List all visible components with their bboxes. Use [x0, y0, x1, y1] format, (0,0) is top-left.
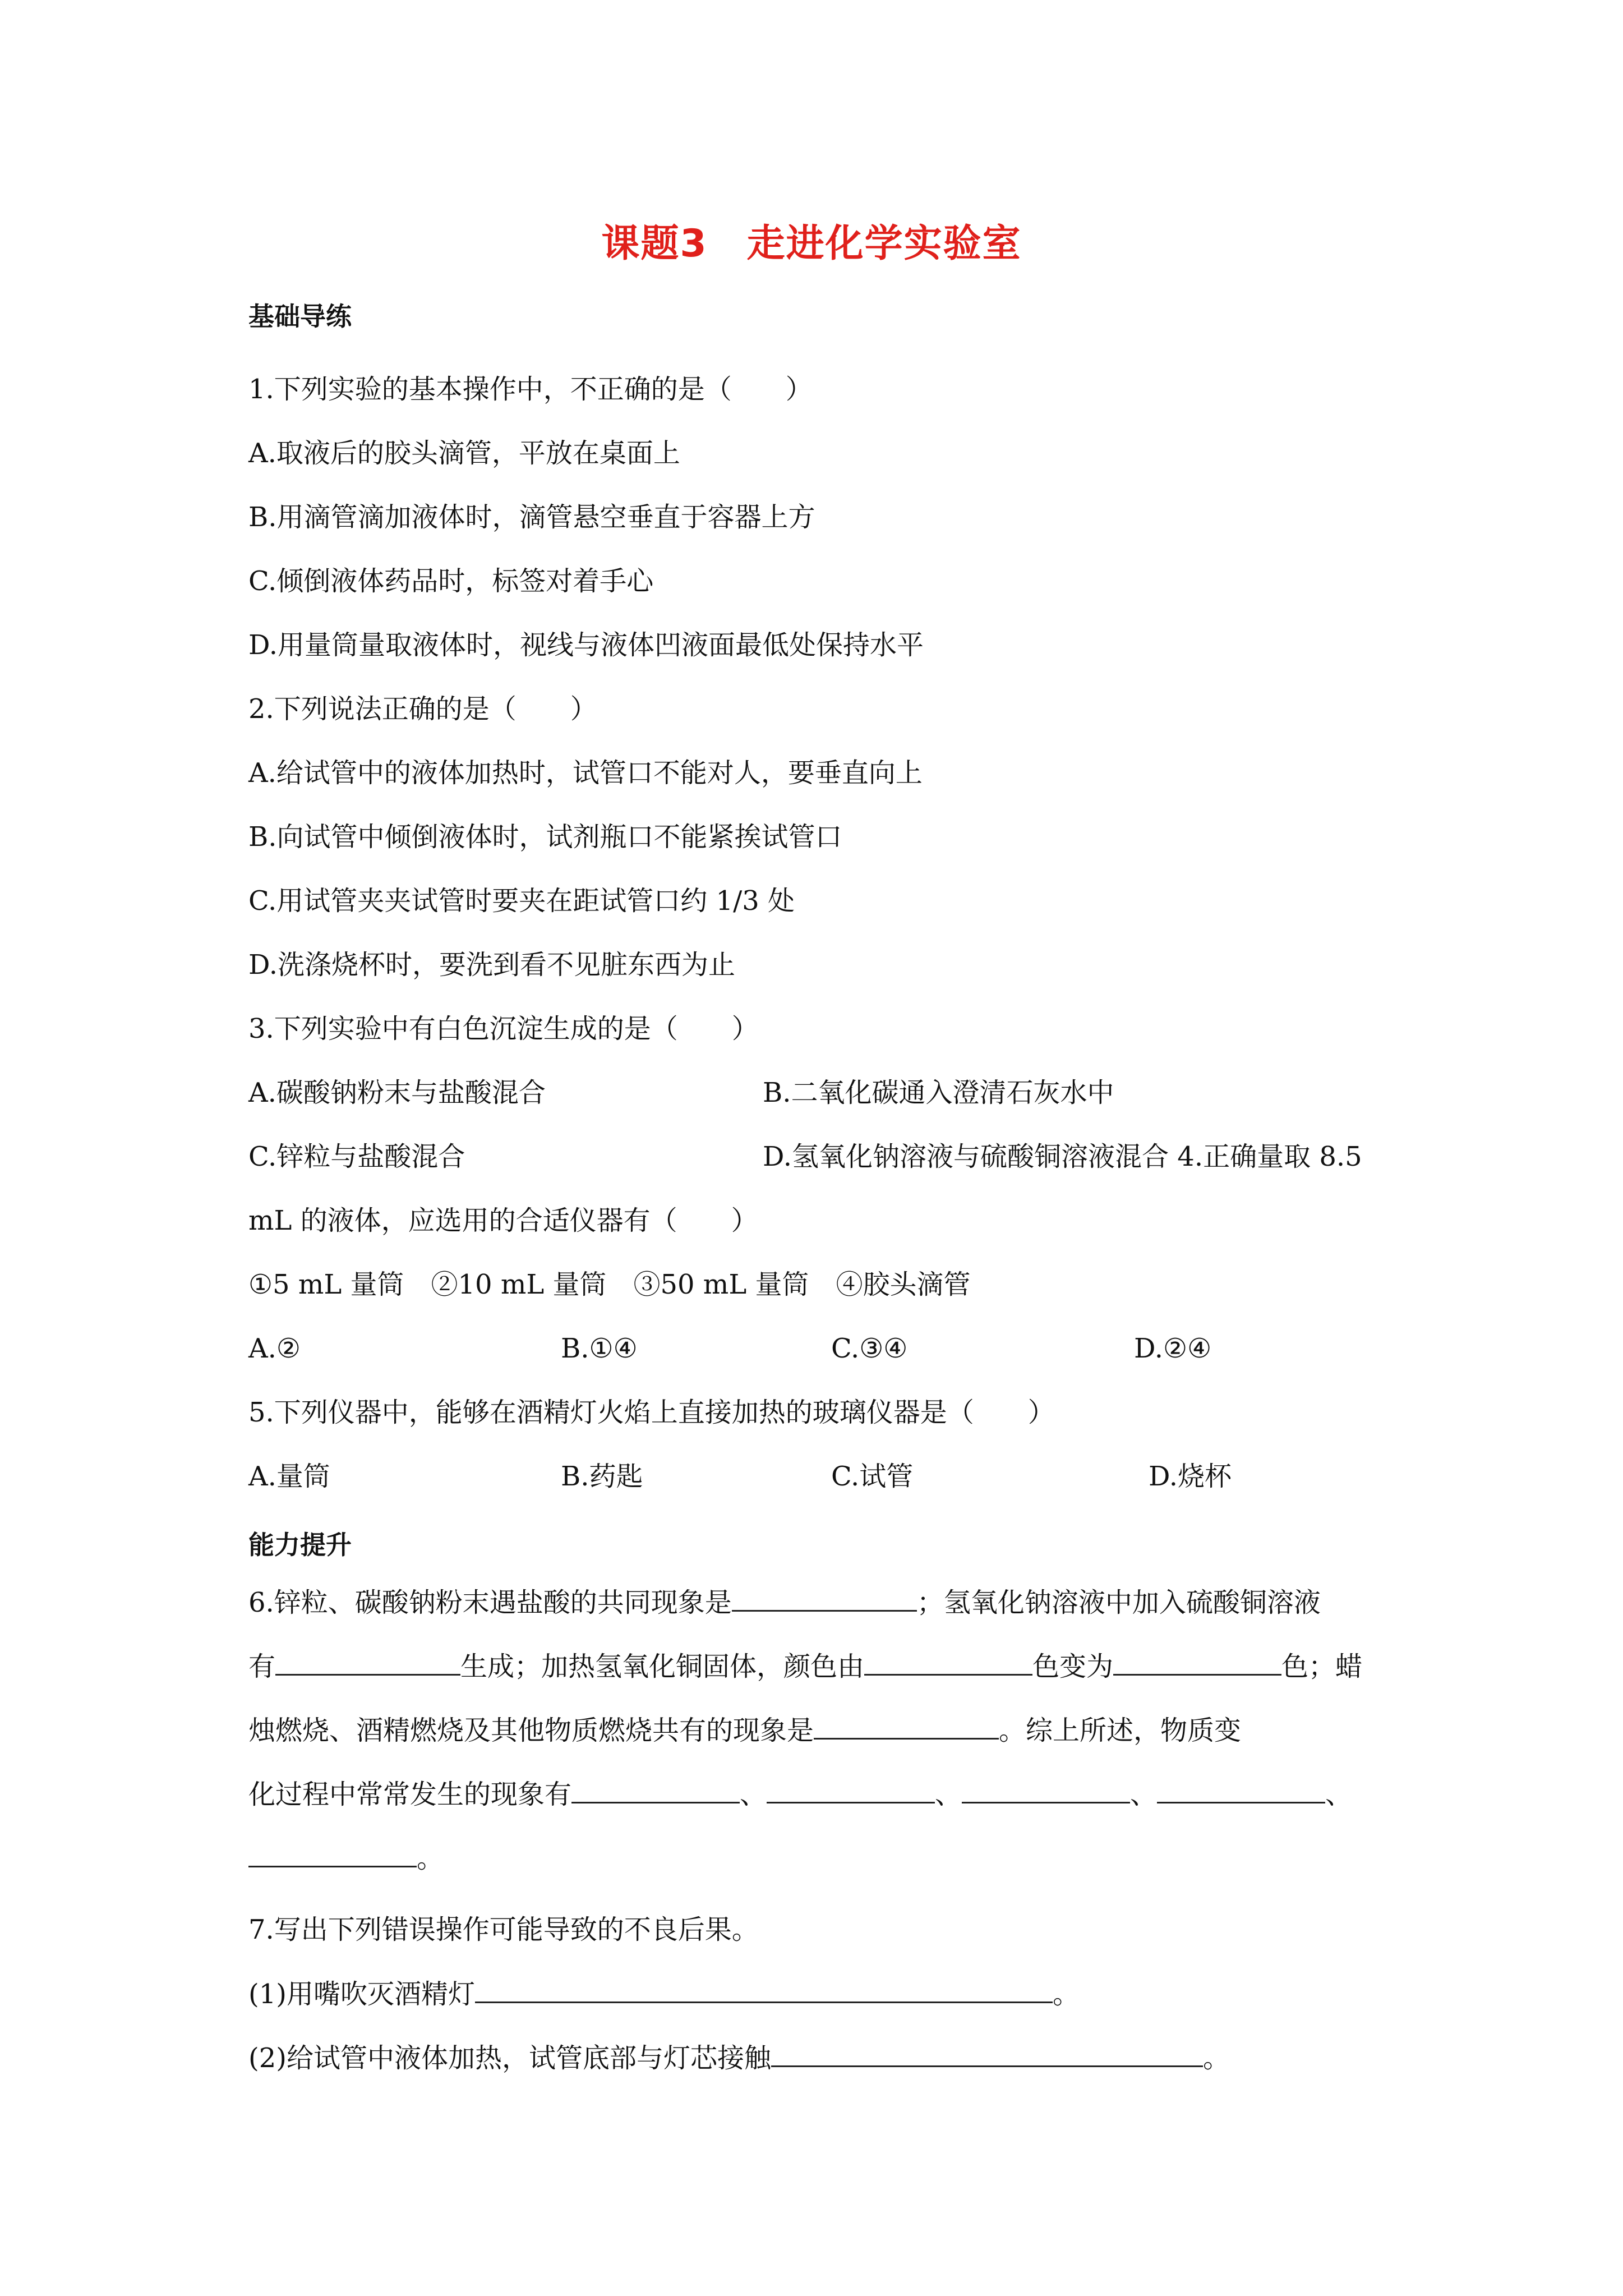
answer-blank[interactable] [275, 1649, 460, 1676]
question-6-text: 。综上所述，物质变 [999, 1715, 1242, 1746]
question-6-text: 生成；加热氢氧化铜固体，颜色由 [460, 1651, 865, 1682]
section-heading-basic: 基础导练 [248, 301, 352, 332]
question-5-option-b: B.药匙 [561, 1461, 643, 1492]
question-5-option-a: A.量筒 [248, 1461, 330, 1492]
question-3-option-a: A.碳酸钠粉末与盐酸混合 [248, 1077, 546, 1108]
question-7-text: 。 [1203, 2042, 1230, 2074]
question-6-text: 烛燃烧、酒精燃烧及其他物质燃烧共有的现象是 [248, 1715, 814, 1746]
question-6-line-4 [248, 1777, 1352, 1811]
question-7-part-2 [248, 2041, 1230, 2075]
question-4-option-b: B.①④ [561, 1333, 638, 1364]
question-6-text: 有 [248, 1651, 276, 1682]
question-7-part-1-text: (1)用嘴吹灭酒精灯 [248, 1978, 475, 2010]
question-4-stem: mL 的液体，应选用的合适仪器有（ ） [248, 1205, 758, 1236]
answer-blank[interactable] [864, 1649, 1032, 1676]
question-7-text: 。 [1053, 1978, 1080, 2010]
question-2-option-c: C.用试管夹夹试管时要夹在距试管口约 1/3 处 [248, 885, 795, 917]
question-2-option-d: D.洗涤烧杯时，要洗到看不见脏东西为止 [248, 949, 736, 981]
question-5-option-d: D.烧杯 [1149, 1461, 1232, 1492]
question-6-text: 、 [1325, 1779, 1353, 1810]
question-5-option-c: C.试管 [831, 1461, 914, 1492]
question-6-text: 、 [1130, 1779, 1158, 1810]
section-heading-advanced: 能力提升 [248, 1530, 352, 1560]
question-6-text: 化过程中常常发生的现象有 [248, 1779, 572, 1810]
question-6-line-3 [248, 1713, 1241, 1747]
question-6-line-1 [248, 1585, 1321, 1619]
question-4-option-a: A.② [248, 1333, 301, 1364]
question-1-option-c: C.倾倒液体药品时，标签对着手心 [248, 565, 654, 597]
answer-blank[interactable] [475, 1977, 1053, 2003]
question-6-line-2 [248, 1649, 1362, 1683]
question-6-line-5 [248, 1841, 444, 1875]
question-1-stem: 1.下列实验的基本操作中，不正确的是（ ） [248, 374, 813, 405]
question-2-stem: 2.下列说法正确的是（ ） [248, 693, 597, 725]
question-5-stem: 5.下列仪器中，能够在酒精灯火焰上直接加热的玻璃仪器是（ ） [248, 1397, 1055, 1428]
question-7-part-1 [248, 1977, 1080, 2011]
question-7-part-2-text: (2)给试管中液体加热，试管底部与灯芯接触 [248, 2042, 771, 2074]
question-3-option-b: B.二氧化碳通入澄清石灰水中 [763, 1077, 1114, 1108]
page-title: 课题3 走进化学实验室 [601, 222, 1022, 266]
question-2-option-b: B.向试管中倾倒液体时，试剂瓶口不能紧挨试管口 [248, 821, 842, 853]
question-1-option-a: A.取液后的胶头滴管，平放在桌面上 [248, 438, 680, 469]
question-6-text: 色；蜡 [1281, 1651, 1363, 1682]
answer-blank[interactable] [732, 1585, 917, 1612]
question-4-items: ①5 mL 量筒 ②10 mL 量筒 ③50 mL 量筒 ④胶头滴管 [248, 1269, 971, 1300]
question-6-text: 色变为 [1032, 1651, 1114, 1682]
question-1-option-d: D.用量筒量取液体时，视线与液体凹液面最低处保持水平 [248, 629, 924, 661]
question-6-text: 。 [417, 1843, 444, 1874]
question-3-option-c: C.锌粒与盐酸混合 [248, 1141, 465, 1172]
question-2-option-a: A.给试管中的液体加热时，试管口不能对人，要垂直向上 [248, 757, 923, 789]
question-6-text: 、 [740, 1779, 767, 1810]
answer-blank[interactable] [962, 1777, 1130, 1803]
answer-blank[interactable] [771, 2041, 1203, 2067]
answer-blank[interactable] [248, 1841, 417, 1867]
question-7-stem: 7.写出下列错误操作可能导致的不良后果。 [248, 1914, 759, 1945]
answer-blank[interactable] [814, 1713, 999, 1740]
question-6-text: ；氢氧化钠溶液中加入硫酸铜溶液 [916, 1587, 1321, 1618]
question-3-stem: 3.下列实验中有白色沉淀生成的是（ ） [248, 1013, 759, 1045]
answer-blank[interactable] [1157, 1777, 1325, 1803]
question-6-text: 、 [935, 1779, 962, 1810]
answer-blank[interactable] [571, 1777, 740, 1803]
answer-blank[interactable] [1113, 1649, 1281, 1676]
question-3-option-d: D.氢氧化钠溶液与硫酸铜溶液混合 4.正确量取 8.5 [763, 1141, 1362, 1172]
answer-blank[interactable] [767, 1777, 935, 1803]
question-4-option-c: C.③④ [831, 1333, 908, 1364]
question-4-option-d: D.②④ [1134, 1333, 1212, 1364]
question-6-text: 6.锌粒、碳酸钠粉末遇盐酸的共同现象是 [248, 1587, 732, 1618]
question-1-option-b: B.用滴管滴加液体时，滴管悬空垂直于容器上方 [248, 501, 815, 533]
